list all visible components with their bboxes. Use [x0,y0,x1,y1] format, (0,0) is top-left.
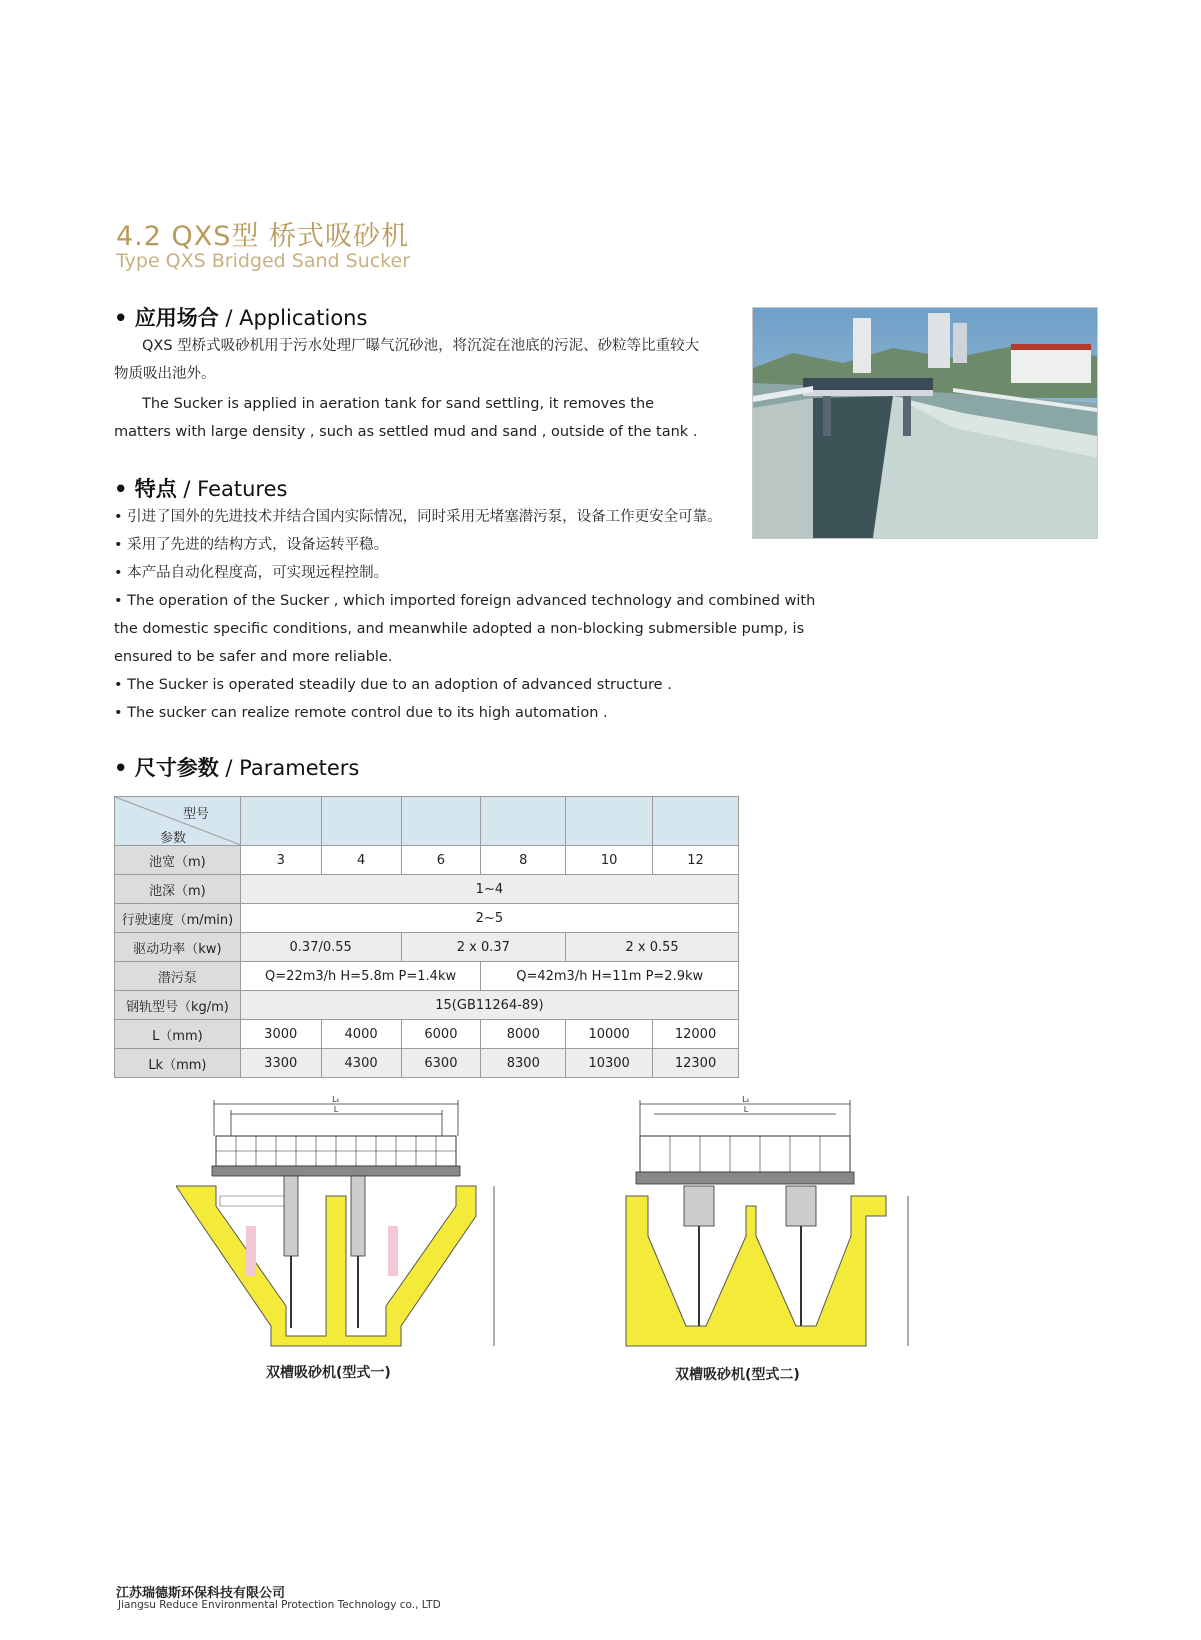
feature-item-5: • The Sucker is operated steadily due to an adoption of advanced structure . [114,677,672,693]
table-cell: 12000 [653,1020,739,1049]
table-cell: 2 x 0.55 [566,933,739,962]
table-row [115,904,739,933]
dim-l-label-2: L [743,1105,749,1114]
header-cell [321,797,401,846]
drawing-caption-2: 双槽吸砂机(型式二) [675,1367,800,1383]
table-cell: 10300 [566,1049,653,1078]
features-heading-en: / Features [176,477,288,501]
table-header-row [115,797,739,846]
table-corner-cell [115,797,241,846]
table-cell: 10000 [566,1020,653,1049]
header-cell [653,797,739,846]
table-row [115,846,739,875]
corner-label-param: 参数 [160,831,187,846]
parameters-table [114,796,739,1078]
row-label: 池宽（m) [115,846,241,875]
table-cell: 12 [653,846,739,875]
header-cell [401,797,481,846]
features-heading [114,473,287,503]
table-cell: 6000 [401,1020,481,1049]
row-label: 潜污泵 [115,962,241,991]
table-cell: 6300 [401,1049,481,1078]
feature-item-1: • 引进了国外的先进技术并结合国内实际情况，同时采用无堵塞潜污泵，设备工作更安全可靠。 [114,509,722,525]
dim-l-label: L [333,1105,339,1114]
table-cell: 2~5 [240,904,738,933]
table-cell: 1~4 [240,875,738,904]
table-cell: 12300 [653,1049,739,1078]
table-row [115,1049,739,1078]
dim-lk-label-2: Lₖ [742,1096,750,1104]
footer-company-en: Jiangsu Reduce Environmental Protection Technology co., LTD [118,1599,441,1611]
feature-item-3: • 本产品自动化程度高，可实现远程控制。 [114,565,389,581]
row-label: 池深（m) [115,875,241,904]
row-label: Lk（mm) [115,1049,241,1078]
table-row [115,991,739,1020]
table-cell: 3000 [240,1020,321,1049]
table-cell: 3 [240,846,321,875]
table-cell: 0.37/0.55 [240,933,401,962]
table-cell: Q=42m3/h H=11m P=2.9kw [481,962,739,991]
parameters-heading-cn: • 尺寸参数 [114,756,219,780]
dim-lk-label: Lₖ [332,1096,340,1104]
page-subtitle: Type QXS Bridged Sand Sucker [116,250,411,272]
feature-item-6: • The sucker can realize remote control due to its high automation . [114,705,608,721]
parameters-heading-en: / Parameters [218,756,360,780]
drawing-type-2 [596,1096,916,1366]
page-title: 4.2 QXS型 桥式吸砂机 [116,221,409,252]
corner-label-model: 型号 [183,807,210,822]
table-row [115,962,739,991]
table-row [115,1020,739,1049]
feature-item-4: • The operation of the Sucker , which imported foreign advanced technology and combined with the domestic specific conditions, and meanwhile adopted a non-blocking submersible pump, is ensured to be safer and more reliable. [114,593,816,665]
row-label: 钢轨型号（kg/m) [115,991,241,1020]
table-cell: Q=22m3/h H=5.8m P=1.4kw [240,962,481,991]
drawing-type-1 [176,1096,516,1356]
table-cell: 15(GB11264-89) [240,991,738,1020]
applications-heading [114,302,367,332]
applications-text-cn: QXS 型桥式吸砂机用于污水处理厂曝气沉砂池，将沉淀在池底的污泥、砂粒等比重较大物质吸出池外。 [114,338,700,382]
table-cell: 8000 [481,1020,566,1049]
footer-company-cn: 江苏瑞德斯环保科技有限公司 [116,1586,286,1601]
table-cell: 10 [566,846,653,875]
applications-text-en: The Sucker is applied in aeration tank for sand settling, it removes the matters with large density , such as settled mud and sand , outside of the tank . [114,396,698,440]
applications-heading-cn: • 应用场合 [114,306,219,330]
features-heading-cn: • 特点 [114,477,177,501]
row-label: 驱动功率（kw) [115,933,241,962]
row-label: 行驶速度（m/min) [115,904,241,933]
table-cell: 8 [481,846,566,875]
drawing-caption-1: 双槽吸砂机(型式一) [266,1365,391,1381]
table-cell: 3300 [240,1049,321,1078]
header-cell [481,797,566,846]
table-cell: 6 [401,846,481,875]
table-row [115,875,739,904]
features-list [114,503,834,727]
table-cell: 2 x 0.37 [401,933,566,962]
table-row [115,933,739,962]
table-cell: 8300 [481,1049,566,1078]
table-cell: 4000 [321,1020,401,1049]
parameters-heading [114,752,359,782]
applications-heading-en: / Applications [218,306,368,330]
row-label: L（mm) [115,1020,241,1049]
table-cell: 4300 [321,1049,401,1078]
header-cell [566,797,653,846]
feature-item-2: • 采用了先进的结构方式，设备运转平稳。 [114,537,389,553]
header-cell [240,797,321,846]
table-cell: 4 [321,846,401,875]
